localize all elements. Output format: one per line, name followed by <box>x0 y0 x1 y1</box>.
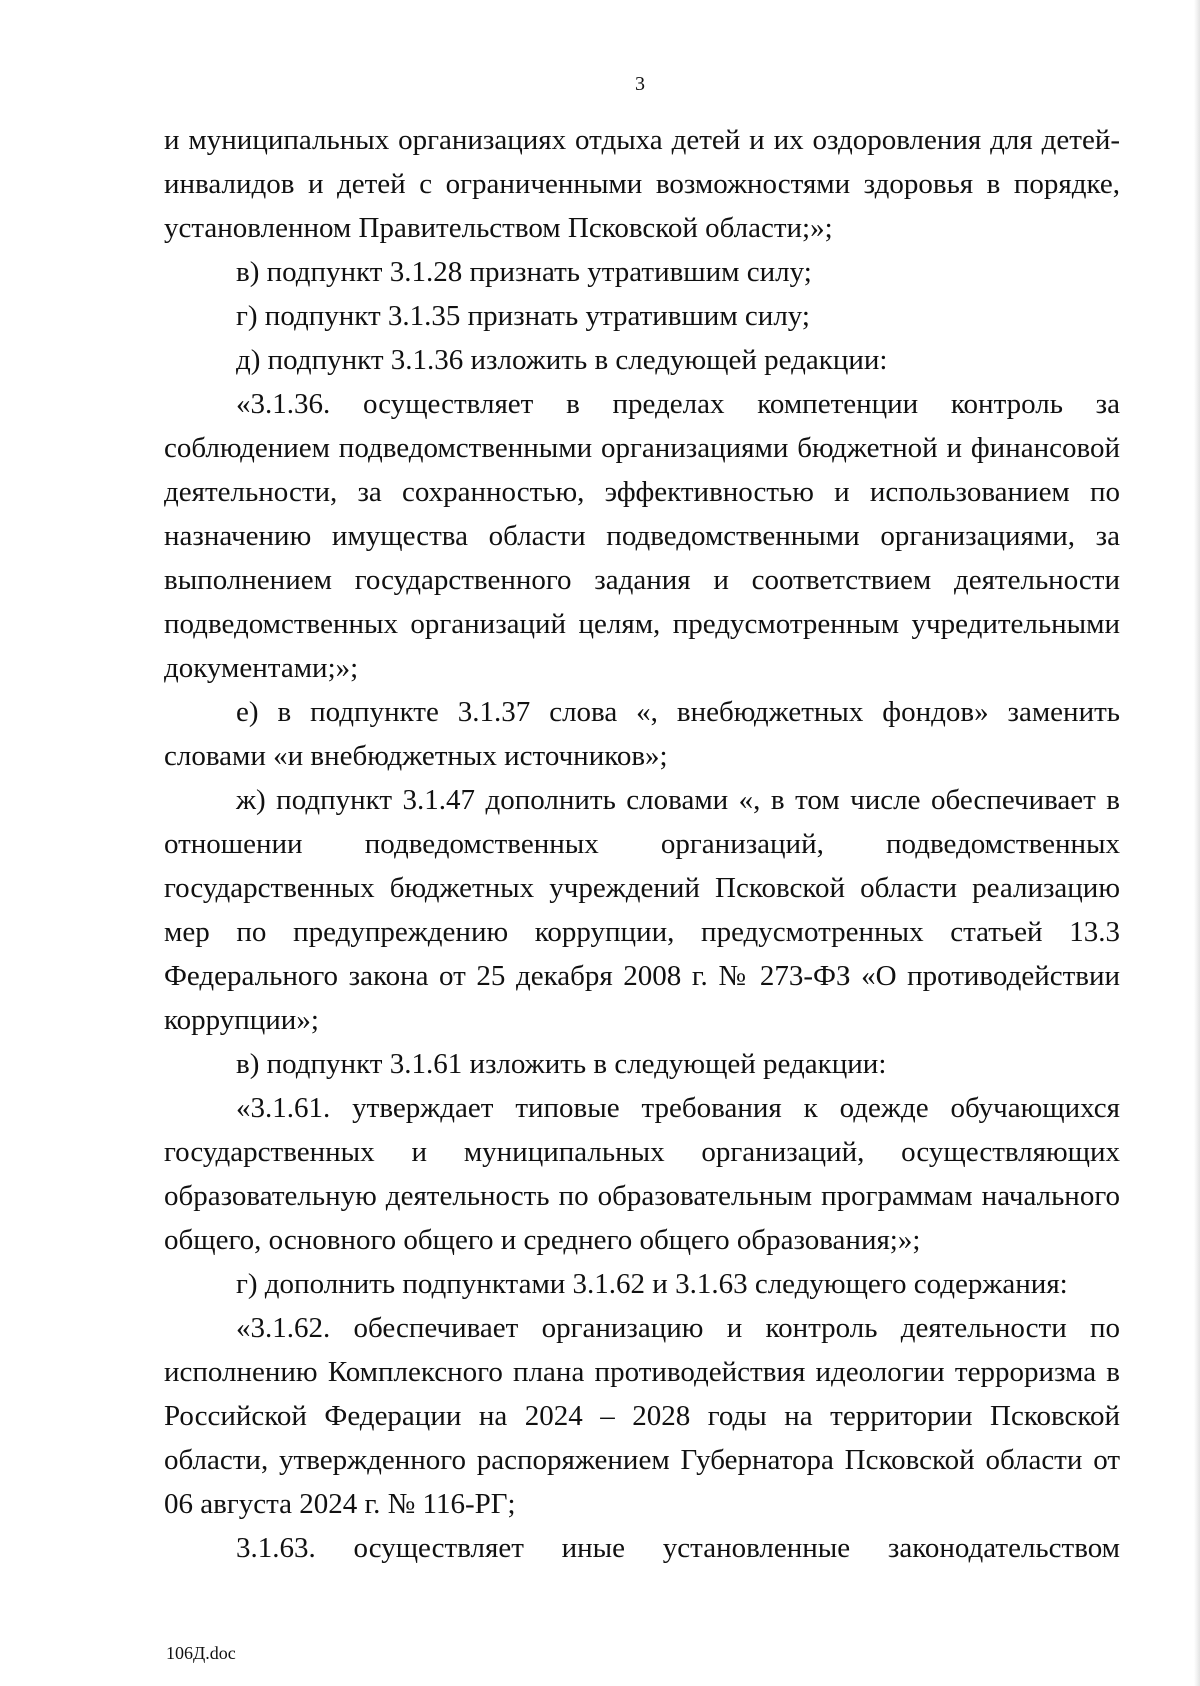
footer-filename: 106Д.doc <box>166 1643 236 1663</box>
paragraph-item-g-3-1-62: г) дополнить подпунктами 3.1.62 и 3.1.63 следующего содержания: <box>236 1268 1068 1300</box>
paragraph-3-1-63: 3.1.63. осуществляет иные установленные законодательством <box>236 1532 1120 1564</box>
paragraph-quote-3-1-62: «3.1.62. обеспечивает организацию и контроль деятельности по исполнению Комплексного плана противодействия идеологии терроризма в Российской Федерации на 2024 – 2028 годы на территории Псковской области, утвержденного распоряжением Губернатора Псковской области от 06 августа 2024 г. № 116-РГ; <box>164 1312 1120 1520</box>
paragraph-quote-3-1-61: «3.1.61. утверждает типовые требования к одежде обучающихся государственных и муниципальных организаций, осуществляющих образовательную деятельность по образовательным программам начального общего, основного общего и среднего общего образования;»; <box>164 1092 1120 1256</box>
paragraph-item-d-3-1-36: д) подпункт 3.1.36 изложить в следующей редакции: <box>236 344 888 376</box>
scan-edge <box>1194 0 1200 1686</box>
paragraph-item-zh-3-1-47: ж) подпункт 3.1.47 дополнить словами «, в том числе обеспечивает в отношении подведомственных организаций, подведомственных государственных бюджетных учреждений Псковской области реализацию мер по предупреждению коррупции, предусмотренных статьей 13.3 Федерального закона от 25 декабря 2008 г. № 273-ФЗ «О противодействии коррупции»; <box>164 784 1120 1036</box>
paragraph-item-v-3-1-28: в) подпункт 3.1.28 признать утратившим силу; <box>236 256 812 288</box>
document-body <box>164 118 1120 1570</box>
paragraph-item-v-3-1-61: в) подпункт 3.1.61 изложить в следующей редакции: <box>236 1048 887 1080</box>
paragraph-item-g-3-1-35: г) подпункт 3.1.35 признать утратившим силу; <box>236 300 810 332</box>
paragraph-quote-3-1-36: «3.1.36. осуществляет в пределах компетенции контроль за соблюдением подведомственными организациями бюджетной и финансовой деятельности, за сохранностью, эффективностью и использованием по назначению имущества области подведомственными организациями, за выполнением государственного задания и соответствием деятельности подведомственных организаций целям, предусмотренным учредительными документами;»; <box>164 388 1120 684</box>
page-number: 3 <box>635 73 645 95</box>
paragraph-continuation: и муниципальных организациях отдыха детей и их оздоровления для детей-инвалидов и детей с ограниченными возможностями здоровья в порядке, установленном Правительством Псковской области;»; <box>164 124 1120 244</box>
paragraph-item-e-3-1-37: е) в подпункте 3.1.37 слова «, внебюджетных фондов» заменить словами «и внебюджетных источников»; <box>164 696 1120 772</box>
